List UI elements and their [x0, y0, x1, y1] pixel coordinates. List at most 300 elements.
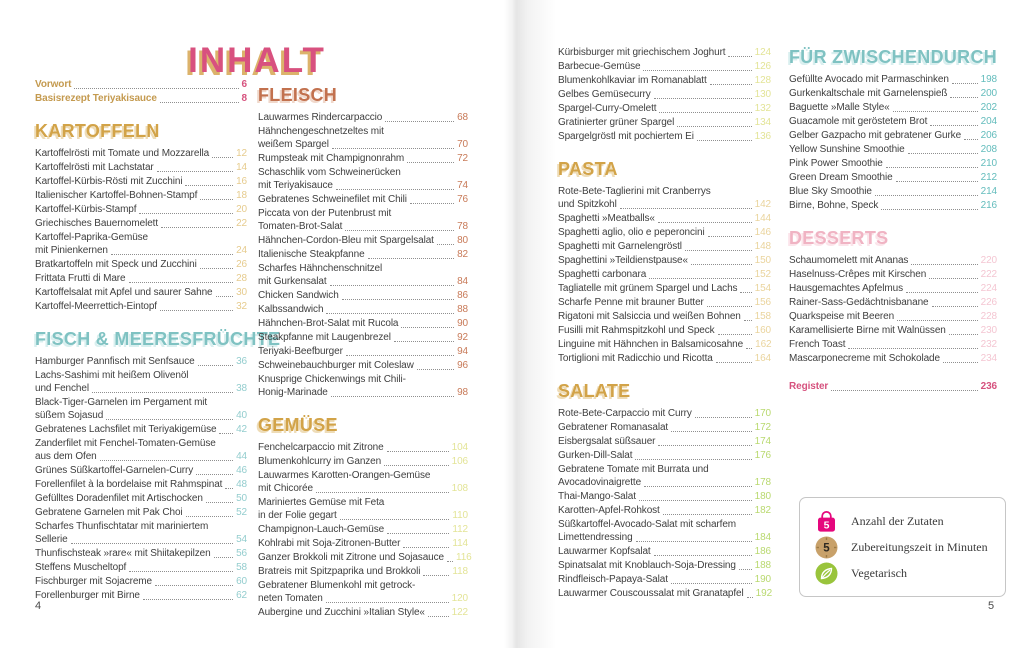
toc-entry [558, 559, 771, 572]
dot-leader [620, 208, 752, 209]
toc-entry-row [558, 268, 771, 281]
toc-entry [258, 193, 468, 206]
toc-entry-label: Spaghetti carbonara [558, 269, 647, 280]
toc-entry [35, 258, 247, 271]
toc-entry-row [35, 272, 247, 285]
column-right-2 [789, 46, 997, 394]
dot-leader [848, 348, 977, 349]
toc-entry-label: Bratreis mit Spitzpaprika und Brokkoli [258, 566, 421, 577]
column-right-1 [558, 46, 771, 601]
toc-entry-label: Spargel-Curry-Omelett [558, 103, 657, 114]
toc-entry [258, 207, 468, 233]
toc-entry-row [558, 130, 771, 143]
dot-leader [342, 299, 454, 300]
toc-page-ref: 52 [236, 507, 247, 518]
dot-leader [739, 569, 752, 570]
toc-entry-row [789, 115, 997, 128]
toc-page-ref: 170 [754, 408, 771, 419]
toc-entry-row [35, 92, 247, 105]
toc-entry-row [258, 152, 468, 165]
toc-page-ref: 144 [754, 213, 771, 224]
toc-entry-row [35, 575, 247, 588]
dot-leader [644, 486, 752, 487]
toc-page-ref: 40 [236, 410, 247, 421]
toc-entry [789, 185, 997, 198]
toc-entry-label: Steakpfanne mit Laugenbrezel [258, 332, 391, 343]
toc-entry-row [789, 380, 997, 393]
toc-entry [35, 272, 247, 285]
toc-entry [258, 262, 468, 288]
section-zwischendurch [789, 46, 997, 212]
toc-entry-row [558, 60, 771, 73]
toc-entry-label: Rote-Bete-Carpaccio mit Curry [558, 408, 692, 419]
toc-entry-label: Thunfischsteak »rare« mit Shiitakepilzen [35, 548, 211, 559]
toc-entry [558, 573, 771, 586]
toc-entry-label: weißem Spargel [258, 139, 329, 150]
dot-leader [394, 341, 454, 342]
toc-page-ref: 50 [236, 493, 247, 504]
dot-leader [225, 488, 233, 489]
toc-entry-row [789, 87, 997, 100]
toc-entry [35, 561, 247, 574]
toc-entry-row [558, 198, 771, 211]
toc-entry [789, 324, 997, 337]
dot-leader [206, 502, 233, 503]
section-gemuese-continued [558, 46, 771, 143]
dot-leader [346, 355, 454, 356]
toc-entry-row [35, 217, 247, 230]
toc-entry-row [558, 240, 771, 253]
toc-entry-row [789, 143, 997, 156]
toc-entry-row [558, 88, 771, 101]
toc-page-ref: 104 [451, 442, 468, 453]
toc-entry [258, 523, 468, 536]
toc-entry [258, 303, 468, 316]
toc-entry [558, 407, 771, 420]
toc-entry-label: Blumenkohlcurry im Ganzen [258, 456, 382, 467]
toc-entry-label: Fenchelcarpaccio mit Zitrone [258, 442, 384, 453]
toc-entry-line1: Scharfes Hähnchenschnitzel [258, 263, 383, 274]
toc-page-ref: 74 [457, 180, 468, 191]
toc-entry-row [35, 423, 247, 436]
toc-entry [789, 338, 997, 351]
toc-entry-line1: Rote-Bete-Taglierini mit Cranberrys [558, 186, 711, 197]
toc-entry [258, 579, 468, 605]
toc-entry-label: und Spitzkohl [558, 199, 617, 210]
toc-entry [35, 286, 247, 299]
toc-entry-row [258, 537, 468, 550]
dot-leader [111, 254, 233, 255]
toc-entry [789, 157, 997, 170]
toc-entry-label: Birne, Bohne, Speck [789, 200, 879, 211]
toc-entry-label: Gebratenes Lachsfilet mit Teriyakigemüse [35, 424, 217, 435]
dot-leader [685, 250, 752, 251]
toc-entry-row [558, 102, 771, 115]
toc-entry-label: Rumpsteak mit Champignonrahm [258, 153, 405, 164]
toc-page-ref: 190 [754, 574, 771, 585]
toc-entry-label: Gebratener Romanasalat [558, 422, 669, 433]
page-number-left: 4 [35, 600, 42, 612]
toc-entry-line1: Scharfes Thunfischtatar mit mariniertem [35, 521, 209, 532]
toc-page-ref: 48 [236, 479, 247, 490]
dot-leader [695, 417, 752, 418]
toc-entry-line1: Lachs-Sashimi mit heißem Olivenöl [35, 370, 189, 381]
legend-box [799, 497, 1006, 597]
toc-entry-line1: Zanderfilet mit Fenchel-Tomaten-Gemüse [35, 438, 216, 449]
dot-leader [92, 392, 233, 393]
toc-entry-label: Spaghetti »Meatballs« [558, 213, 655, 224]
toc-page-ref: 134 [754, 117, 771, 128]
toc-entry-label: Gefüllte Avocado mit Parmaschinken [789, 74, 949, 85]
toc-entry-row [258, 275, 468, 288]
dot-leader [143, 599, 233, 600]
toc-page-ref: 110 [452, 510, 468, 521]
toc-page-ref: 184 [754, 532, 771, 543]
svg-text:5: 5 [823, 542, 830, 555]
toc-entry-label: Lauwarmes Rindercarpaccio [258, 112, 383, 123]
toc-entry-line1: Hähnchengeschnetzeltes mit [258, 126, 384, 137]
dot-leader [129, 571, 233, 572]
toc-entry [258, 166, 468, 192]
dot-leader [332, 148, 454, 149]
toc-entry [258, 111, 468, 124]
dot-leader [385, 121, 454, 122]
dot-leader [384, 465, 449, 466]
toc-entry [258, 537, 468, 550]
toc-entry [789, 296, 997, 309]
toc-entry-label: aus dem Ofen [35, 451, 97, 462]
toc-entry-row [35, 450, 247, 463]
toc-page-ref: 86 [457, 290, 468, 301]
dot-leader [710, 84, 752, 85]
dot-leader [157, 171, 233, 172]
toc-entry [35, 396, 247, 422]
toc-entry-line1: Knusprige Chickenwings mit Chili- [258, 374, 406, 385]
toc-entry-label: Guacamole mit geröstetem Brot [789, 116, 928, 127]
toc-entry [258, 496, 468, 522]
toc-page-ref: 28 [236, 273, 247, 284]
toc-entry-row [35, 464, 247, 477]
dot-leader [331, 396, 454, 397]
dot-leader [160, 310, 233, 311]
toc-entry [558, 46, 771, 59]
toc-entry [258, 248, 468, 261]
toc-page-ref: 122 [451, 607, 468, 618]
toc-page-ref: 116 [456, 552, 472, 563]
toc-entry-label: French Toast [789, 339, 846, 350]
dot-leader [330, 285, 455, 286]
toc-entry-label: Forellenfilet à la bordelaise mit Rahmspinat [35, 479, 223, 490]
toc-entry-row [558, 545, 771, 558]
toc-entry-line1: Lauwarmes Karotten-Orangen-Gemüse [258, 470, 431, 481]
dot-leader [407, 162, 454, 163]
toc-entry-row [558, 449, 771, 462]
toc-page-ref: 234 [980, 353, 997, 364]
toc-page-ref: 20 [236, 204, 247, 215]
toc-entry-row [258, 138, 468, 151]
dot-leader [345, 230, 454, 231]
toc-page-ref: 114 [452, 538, 468, 549]
toc-page-ref: 56 [236, 548, 247, 559]
toc-page-ref: 30 [236, 287, 247, 298]
toc-page-ref: 176 [754, 450, 771, 461]
dot-leader [636, 541, 752, 542]
dot-leader [896, 181, 978, 182]
toc-entry [789, 199, 997, 212]
toc-entry [35, 78, 247, 91]
toc-entry-row [558, 324, 771, 337]
dot-leader [219, 433, 233, 434]
toc-entry [258, 551, 472, 564]
toc-entry-label: in der Folie gegart [258, 510, 337, 521]
dot-leader [129, 282, 234, 283]
dot-leader [216, 296, 234, 297]
section-fleisch [258, 84, 468, 399]
section-kartoffeln [35, 120, 247, 313]
toc-entry-label: mit Chicorée [258, 483, 313, 494]
toc-entry-label: Chicken Sandwich [258, 290, 339, 301]
dot-leader [326, 602, 449, 603]
section-heading: KARTOFFELN [35, 121, 160, 141]
toc-page-ref: 226 [980, 297, 997, 308]
toc-entry [35, 189, 247, 202]
dot-leader [906, 292, 978, 293]
dot-leader [336, 189, 454, 190]
toc-page-ref: 216 [980, 200, 997, 211]
dot-leader [214, 557, 234, 558]
toc-entry-label: Spargelgröstl mit pochiertem Ei [558, 131, 694, 142]
toc-page-ref: 94 [457, 346, 468, 357]
toc-entry-label: Kartoffel-Meerrettich-Eintopf [35, 301, 157, 312]
toc-entry-label: neten Tomaten [258, 593, 323, 604]
toc-page-ref: 236 [980, 381, 997, 392]
toc-entry-row [558, 310, 771, 323]
toc-entry [789, 73, 997, 86]
dot-leader [943, 362, 978, 363]
toc-entry-label: Gurken-Dill-Salat [558, 450, 633, 461]
toc-entry [558, 74, 771, 87]
legend-label: Zubereitungszeit in Minuten [851, 539, 988, 554]
toc-entry-row [35, 286, 247, 299]
toc-entry-row [558, 282, 771, 295]
toc-page-ref: 108 [451, 483, 468, 494]
toc-entry [258, 469, 468, 495]
toc-entry-row [558, 476, 771, 489]
toc-entry-row [789, 157, 997, 170]
toc-entry [258, 359, 468, 372]
toc-page-ref: 178 [754, 477, 771, 488]
toc-entry-row [558, 559, 771, 572]
toc-entry-row [258, 565, 468, 578]
toc-entry-label: Kalbssandwich [258, 304, 324, 315]
toc-entry-label: Rindfleisch-Papaya-Salat [558, 574, 668, 585]
toc-entry-row [258, 606, 468, 619]
dot-leader [886, 167, 978, 168]
toc-entry-row [35, 300, 247, 313]
section-heading: GEMÜSE [258, 415, 338, 435]
toc-entry-row [558, 435, 771, 448]
dot-leader [401, 327, 454, 328]
toc-page-ref: 118 [452, 566, 468, 577]
toc-entry [558, 463, 771, 489]
page-number-right: 5 [988, 600, 995, 612]
toc-entry [258, 317, 468, 330]
toc-page-ref: 112 [452, 524, 468, 535]
dot-leader [746, 348, 752, 349]
toc-entry-row [558, 587, 771, 600]
toc-entry [35, 423, 247, 436]
toc-entry-row [35, 478, 247, 491]
toc-page-ref: 18 [236, 190, 247, 201]
toc-entry [258, 345, 468, 358]
toc-entry [558, 185, 771, 211]
toc-entry-row [35, 589, 247, 602]
toc-entry-row [35, 492, 247, 505]
dot-leader [447, 561, 453, 562]
toc-entry-row [35, 409, 247, 422]
dot-leader [74, 88, 238, 89]
dot-leader [316, 492, 449, 493]
toc-entry-label: Gefülltes Doradenfilet mit Artischocken [35, 493, 203, 504]
toc-entry-label: Schweinebauchburger mit Coleslaw [258, 360, 414, 371]
toc-page-ref: 92 [457, 332, 468, 343]
toc-entry-row [258, 179, 468, 192]
toc-entry-label: Eisbergsalat süßsauer [558, 436, 656, 447]
toc-entry-line1: Black-Tiger-Garnelen im Pergament mit [35, 397, 208, 408]
dot-leader [186, 516, 234, 517]
dot-leader [387, 451, 449, 452]
toc-entry [258, 152, 468, 165]
toc-page-ref: 164 [754, 353, 771, 364]
dot-leader [387, 533, 449, 534]
toc-entry-row [789, 185, 997, 198]
toc-page-ref: 188 [754, 560, 771, 571]
toc-entry-row [789, 268, 997, 281]
column-left-1 [35, 78, 281, 603]
column-left-2 [258, 84, 472, 620]
section-fisch [35, 328, 281, 602]
dot-leader [663, 514, 752, 515]
toc-entry-label: mit Pinienkernen [35, 245, 108, 256]
toc-page-ref: 16 [236, 176, 247, 187]
toc-page-ref: 38 [236, 383, 247, 394]
toc-entry-row [35, 244, 247, 257]
toc-page-ref: 214 [980, 186, 997, 197]
toc-entry-label: Gebratene Garnelen mit Pak Choi [35, 507, 183, 518]
toc-entry-label: Thai-Mango-Salat [558, 491, 636, 502]
dot-leader [964, 139, 978, 140]
toc-entry-row [258, 331, 468, 344]
toc-entry [558, 240, 771, 253]
section-heading: FLEISCH [258, 85, 338, 105]
toc-entry-row [558, 254, 771, 267]
toc-entry-label: Blumenkohlkaviar im Romanablatt [558, 75, 707, 86]
toc-entry-row [558, 226, 771, 239]
toc-entry-label: Gebratenes Schweinefilet mit Chili [258, 194, 407, 205]
toc-entry-row [35, 258, 247, 271]
dot-leader [658, 445, 751, 446]
toc-entry [35, 589, 247, 602]
section-desserts [789, 227, 997, 365]
toc-page-ref: 228 [980, 311, 997, 322]
toc-page-ref: 182 [754, 505, 771, 516]
dot-leader [949, 334, 978, 335]
toc-entry-row [258, 111, 468, 124]
toc-entry-row [258, 482, 468, 495]
dot-leader [659, 112, 751, 113]
toc-entry [258, 606, 468, 619]
section-heading: DESSERTS [789, 228, 889, 248]
toc-page-ref: 204 [980, 116, 997, 127]
dot-leader [212, 157, 233, 158]
toc-page-ref: 180 [754, 491, 771, 502]
toc-entry-label: Hähnchen-Brot-Salat mit Rucola [258, 318, 399, 329]
dot-leader [747, 597, 753, 598]
dot-leader [932, 306, 978, 307]
toc-entry-row [789, 324, 997, 337]
toc-entry [35, 300, 247, 313]
toc-entry-row [258, 248, 468, 261]
dot-leader [71, 543, 234, 544]
toc-page-ref: 46 [236, 465, 247, 476]
toc-page-ref: 142 [754, 199, 771, 210]
toc-entry-row [789, 199, 997, 212]
toc-page-ref: 88 [457, 304, 468, 315]
toc-entry-label: süßem Sojasud [35, 410, 104, 421]
toc-entry [558, 116, 771, 129]
toc-entry-row [35, 506, 247, 519]
toc-entry [35, 92, 247, 105]
toc-entry-label: Green Dream Smoothie [789, 172, 893, 183]
toc-page-ref: 230 [980, 325, 997, 336]
dot-leader [200, 268, 233, 269]
toc-entry-label: Lauwarmer Kopfsalat [558, 546, 651, 557]
dot-leader [635, 459, 751, 460]
toc-entry-row [258, 345, 468, 358]
toc-entry-line1: Schaschlik vom Schweinerücken [258, 167, 401, 178]
toc-entry-row [258, 441, 468, 454]
toc-entry [35, 478, 247, 491]
toc-entry-row [789, 101, 997, 114]
toc-entry-row [258, 359, 468, 372]
toc-page-ref: 32 [236, 301, 247, 312]
dot-leader [707, 306, 752, 307]
toc-page-ref: 172 [754, 422, 771, 433]
toc-entry-row [258, 455, 468, 468]
toc-entry [789, 282, 997, 295]
dot-leader [428, 616, 449, 617]
toc-page-ref: 58 [236, 562, 247, 573]
clock-icon [814, 535, 839, 560]
toc-entry-row [558, 407, 771, 420]
toc-entry-label: Karotten-Apfel-Rohkost [558, 505, 660, 516]
toc-entry-label: Kürbisburger mit griechischem Joghurt [558, 47, 726, 58]
toc-entry-label: Hähnchen-Cordon-Bleu mit Spargelsalat [258, 235, 434, 246]
toc-entry [789, 268, 997, 281]
toc-page-ref: 210 [980, 158, 997, 169]
toc-entry-label: Schaumomelett mit Ananas [789, 255, 909, 266]
dot-leader [881, 209, 977, 210]
toc-entry-row [789, 129, 997, 142]
toc-entry [558, 296, 771, 309]
toc-entry-label: Ganzer Brokkoli mit Zitrone und Sojasauce [258, 552, 444, 563]
toc-entry-label: Avocadovinaigrette [558, 477, 642, 488]
toc-entry-row [258, 193, 468, 206]
toc-entry-row [35, 189, 247, 202]
toc-entry-label: Gratinierter grüner Spargel [558, 117, 675, 128]
dot-leader [326, 313, 454, 314]
toc-entry-row [789, 352, 997, 365]
